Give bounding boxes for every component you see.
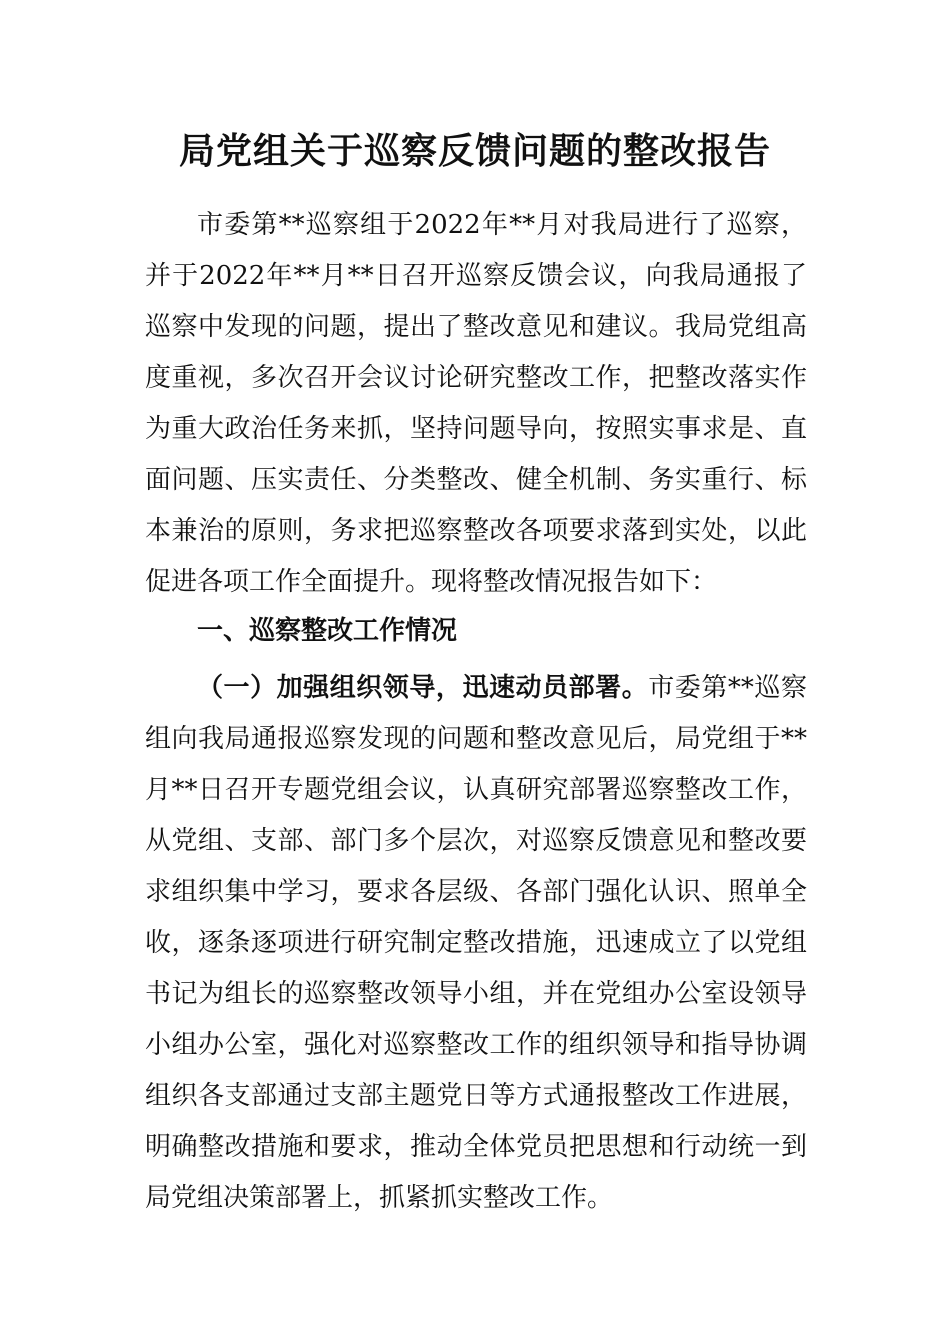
paragraph-body: 市委第**巡察组向我局通报巡察发现的问题和整改意见后，局党组于**月**日召开专题党组会议，认真研究部署巡察整改工作，从党组、支部、部门多个层次，对巡察反馈意见和整改要求组织集中学习，要求各层级、各部门强化认识、照单全收，逐条逐项进行研究制定整改措施，迅速成立了以党组书记为组长的巡察整改领导小组，并在党组办公室设领导小组办公室，强化对巡察整改工作的组织领导和指导协调组织各支部通过支部主题党日等方式通报整改工作进展，明确整改措施和要求，推动全体党员把思想和行动统一到局党组决策部署上，抓紧抓实整改工作。 [145, 673, 807, 1213]
paragraph-lead: （一）加强组织领导，迅速动员部署。 [197, 673, 649, 703]
section-heading: 一、巡察整改工作情况 [197, 616, 458, 646]
section-paragraph [145, 663, 807, 1224]
document-title: 局党组关于巡察反馈问题的整改报告 [178, 130, 771, 172]
intro-paragraph: 市委第**巡察组于2022年**月对我局进行了巡察，并于2022年**月**日召开巡察反馈会议，向我局通报了巡察中发现的问题，提出了整改意见和建议。我局党组高度重视，多次召开会议讨论研究整改工作，把整改落实作为重大政治任务来抓，坚持问题导向，按照实事求是、直面问题、压实责任、分类整改、健全机制、务实重行、标本兼治的原则，务求把巡察整改各项要求落到实处，以此促进各项工作全面提升。现将整改情况报告如下： [145, 210, 807, 597]
